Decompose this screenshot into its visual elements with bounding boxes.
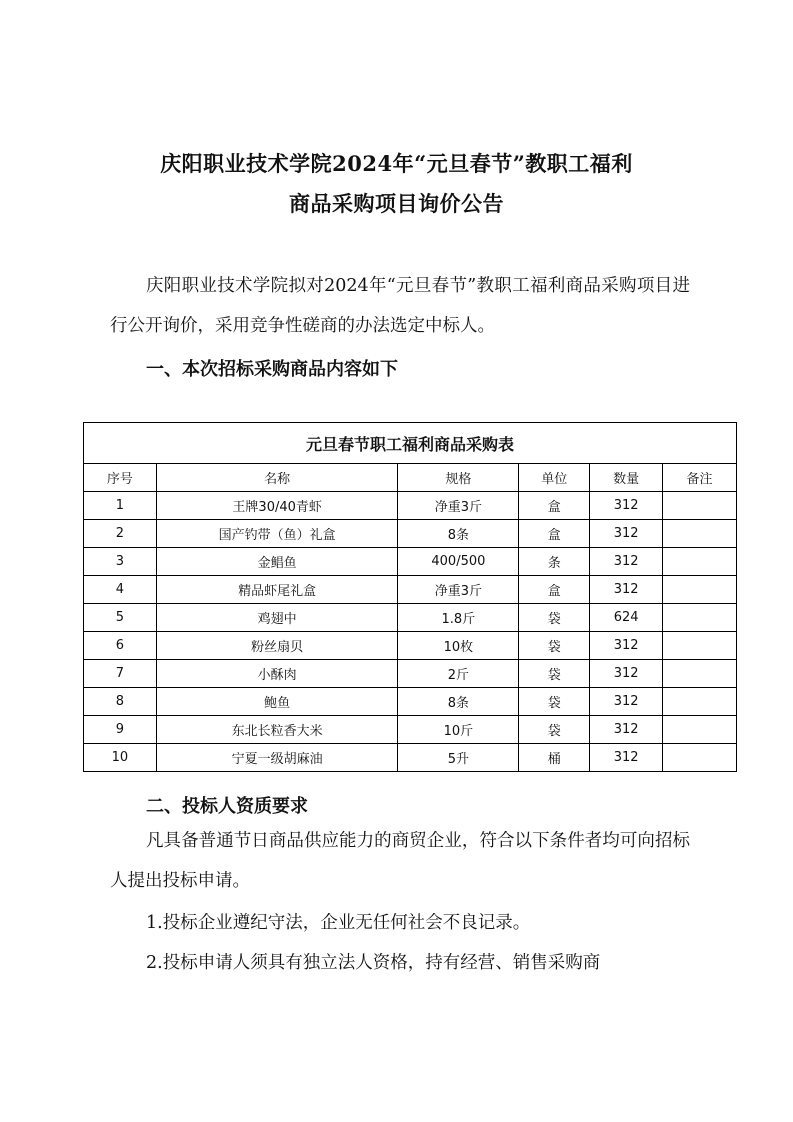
cell-index: 5 xyxy=(84,604,157,632)
cell-unit: 盒 xyxy=(519,576,590,604)
cell-name: 金鲳鱼 xyxy=(156,548,398,576)
intro-paragraph: 庆阳职业技术学院拟对2024年“元旦春节”教职工福利商品采购项目进行公开询价，采用竞争性磋商的办法选定中标人。 xyxy=(110,276,690,336)
cell-index: 4 xyxy=(84,576,157,604)
cell-name: 王牌30/40青虾 xyxy=(156,492,398,520)
cell-remarks xyxy=(663,744,737,772)
cell-name: 粉丝扇贝 xyxy=(156,632,398,660)
cell-index: 10 xyxy=(84,744,157,772)
cell-spec: 10枚 xyxy=(398,632,519,660)
cell-spec: 400/500 xyxy=(398,548,519,576)
cell-index: 8 xyxy=(84,688,157,716)
document-title-line1: 庆阳职业技术学院2024年“元旦春节”教职工福利 xyxy=(160,151,633,176)
cell-index: 2 xyxy=(84,520,157,548)
table-row xyxy=(84,492,737,520)
cell-unit: 袋 xyxy=(519,632,590,660)
table-caption: 元旦春节职工福利商品采购表 xyxy=(84,423,737,464)
cell-unit: 袋 xyxy=(519,716,590,744)
cell-name: 国产钓带（鱼）礼盒 xyxy=(156,520,398,548)
cell-remarks xyxy=(663,688,737,716)
table-row xyxy=(84,716,737,744)
table-row xyxy=(84,604,737,632)
header-index: 序号 xyxy=(84,464,157,492)
cell-quantity: 624 xyxy=(590,604,663,632)
header-spec: 规格 xyxy=(398,464,519,492)
header-remarks: 备注 xyxy=(663,464,737,492)
cell-quantity: 312 xyxy=(590,660,663,688)
cell-index: 7 xyxy=(84,660,157,688)
cell-remarks xyxy=(663,604,737,632)
cell-quantity: 312 xyxy=(590,520,663,548)
cell-index: 9 xyxy=(84,716,157,744)
cell-name: 宁夏一级胡麻油 xyxy=(156,744,398,772)
cell-spec: 净重3斤 xyxy=(398,492,519,520)
cell-unit: 桶 xyxy=(519,744,590,772)
cell-name: 鲍鱼 xyxy=(156,688,398,716)
header-quantity: 数量 xyxy=(590,464,663,492)
cell-remarks xyxy=(663,576,737,604)
cell-name: 精品虾尾礼盒 xyxy=(156,576,398,604)
cell-index: 1 xyxy=(84,492,157,520)
cell-unit: 袋 xyxy=(519,604,590,632)
cell-quantity: 312 xyxy=(590,716,663,744)
procurement-table xyxy=(83,422,737,772)
table-row xyxy=(84,632,737,660)
cell-quantity: 312 xyxy=(590,576,663,604)
table-row xyxy=(84,576,737,604)
cell-quantity: 312 xyxy=(590,548,663,576)
cell-index: 3 xyxy=(84,548,157,576)
cell-quantity: 312 xyxy=(590,744,663,772)
document-title-line2: 商品采购项目询价公告 xyxy=(289,191,504,216)
cell-remarks xyxy=(663,548,737,576)
qualification-item-1: 1.投标企业遵纪守法，企业无任何社会不良记录。 xyxy=(146,913,531,933)
table-row xyxy=(84,744,737,772)
cell-spec: 1.8斤 xyxy=(398,604,519,632)
table-row xyxy=(84,688,737,716)
cell-quantity: 312 xyxy=(590,688,663,716)
cell-spec: 净重3斤 xyxy=(398,576,519,604)
cell-unit: 袋 xyxy=(519,688,590,716)
cell-unit: 条 xyxy=(519,548,590,576)
cell-spec: 10斤 xyxy=(398,716,519,744)
cell-unit: 袋 xyxy=(519,660,590,688)
cell-spec: 8条 xyxy=(398,520,519,548)
cell-quantity: 312 xyxy=(590,632,663,660)
cell-remarks xyxy=(663,492,737,520)
table-header-row xyxy=(84,464,737,492)
cell-name: 鸡翅中 xyxy=(156,604,398,632)
cell-index: 6 xyxy=(84,632,157,660)
cell-name: 小酥肉 xyxy=(156,660,398,688)
table-row xyxy=(84,520,737,548)
cell-spec: 2斤 xyxy=(398,660,519,688)
cell-remarks xyxy=(663,632,737,660)
header-unit: 单位 xyxy=(519,464,590,492)
section-heading-procurement: 一、本次招标采购商品内容如下 xyxy=(146,359,398,380)
header-name: 名称 xyxy=(156,464,398,492)
cell-spec: 5升 xyxy=(398,744,519,772)
cell-unit: 盒 xyxy=(519,520,590,548)
cell-remarks xyxy=(663,716,737,744)
qualification-intro: 凡具备普通节日商品供应能力的商贸企业，符合以下条件者均可向招标人提出投标申请。 xyxy=(110,831,690,891)
cell-unit: 盒 xyxy=(519,492,590,520)
qualification-item-2: 2.投标申请人须具有独立法人资格，持有经营、销售采购商 xyxy=(146,953,601,973)
table-row xyxy=(84,660,737,688)
cell-spec: 8条 xyxy=(398,688,519,716)
table-row xyxy=(84,548,737,576)
section-heading-qualification: 二、投标人资质要求 xyxy=(146,796,308,817)
cell-name: 东北长粒香大米 xyxy=(156,716,398,744)
cell-quantity: 312 xyxy=(590,492,663,520)
cell-remarks xyxy=(663,520,737,548)
cell-remarks xyxy=(663,660,737,688)
